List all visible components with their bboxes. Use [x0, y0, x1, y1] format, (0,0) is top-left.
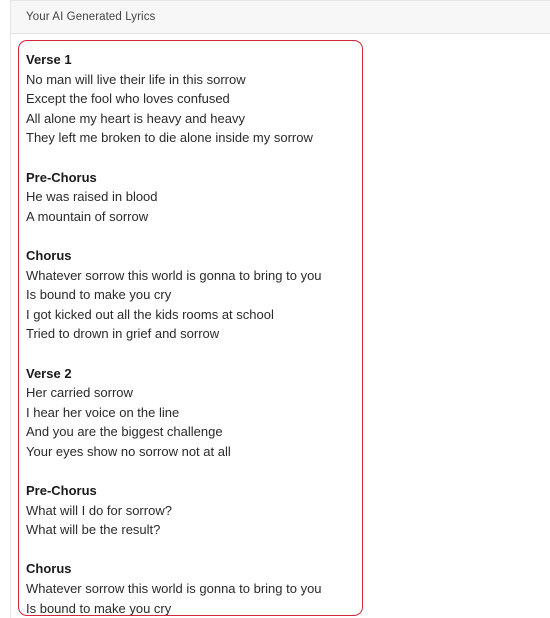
- lyrics-output-box[interactable]: [18, 40, 363, 616]
- lyric-line: Tried to drown in grief and sorrow: [26, 326, 220, 342]
- lyric-line: And you are the biggest challenge: [26, 424, 223, 440]
- lyric-line: All alone my heart is heavy and heavy: [26, 110, 245, 126]
- lyrics-section: [26, 364, 356, 462]
- lyric-line: I got kicked out all the kids rooms at school: [26, 306, 274, 322]
- lyric-line: Your eyes show no sorrow not at all: [26, 443, 231, 459]
- lyric-line: Except the fool who loves confused: [26, 91, 230, 107]
- section-heading: Verse 2: [26, 365, 72, 381]
- header-title: Your AI Generated Lyrics: [26, 11, 156, 23]
- section-heading: Chorus: [26, 247, 72, 263]
- section-heading: Pre-Chorus: [26, 169, 97, 185]
- lyric-line: A mountain of sorrow: [26, 208, 149, 224]
- lyric-line: Whatever sorrow this world is gonna to bring to you: [26, 581, 322, 597]
- section-heading: Pre-Chorus: [26, 483, 97, 499]
- lyrics-card-header: [10, 0, 550, 34]
- lyrics-section: [26, 168, 356, 227]
- lyric-line: He was raised in blood: [26, 189, 158, 205]
- lyric-line: What will be the result?: [26, 522, 161, 538]
- lyric-line: Is bound to make you cry: [26, 287, 172, 303]
- lyric-line: Is bound to make you cry: [26, 600, 172, 616]
- lyrics-section: [26, 50, 356, 148]
- lyric-line: No man will live their life in this sorrow: [26, 71, 246, 87]
- section-heading: Chorus: [26, 561, 72, 577]
- lyric-line: Her carried sorrow: [26, 385, 133, 401]
- lyric-line: They left me broken to die alone inside my sorrow: [26, 130, 313, 146]
- section-heading: Verse 1: [26, 52, 72, 67]
- card-left-border: [10, 34, 11, 618]
- lyric-line: What will I do for sorrow?: [26, 502, 172, 518]
- lyric-line: I hear her voice on the line: [26, 404, 180, 420]
- lyrics-section: [26, 246, 356, 344]
- lyric-line: Whatever sorrow this world is gonna to bring to you: [26, 267, 322, 283]
- lyrics-text: [26, 50, 356, 616]
- lyrics-section: [26, 559, 356, 616]
- lyrics-section: [26, 481, 356, 540]
